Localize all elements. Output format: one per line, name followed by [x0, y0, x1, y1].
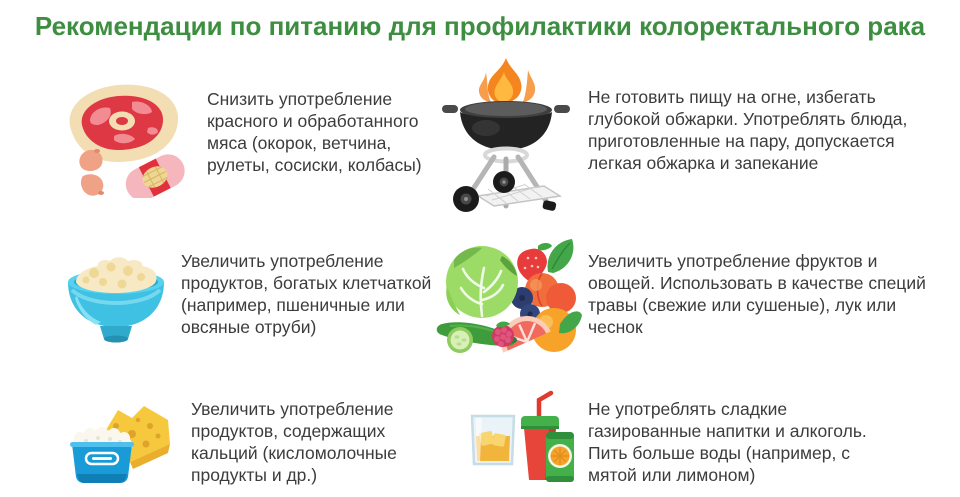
recommendation-text-meat: Снизить употребление красного и обработанного мяса (окорок, ветчина, рулеты, сосиски, колбасы) [207, 89, 422, 175]
recommendation-text-fruits: Увеличить употребление фруктов и овощей. Использовать в качестве специй травы (свежие или сушеные), лук или чеснок [588, 251, 926, 337]
recommendation-text-drinks: Не употреблять сладкие газированные напитки и алкоголь. Пить больше воды (например, с мятой или лимоном) [588, 399, 867, 485]
porridge-bowl-icon [56, 246, 176, 350]
porridge-bowl-icon [56, 246, 176, 350]
grill-icon [440, 56, 572, 214]
recommendation-text-calcium: Увеличить употребление продуктов, содержащих кальций (кисломолочные продукты и др.) [191, 399, 397, 485]
fruits-vegetables-icon [430, 236, 582, 362]
cheese-dairy-icon [60, 386, 182, 490]
grill-icon [440, 56, 572, 214]
page-title: Рекомендации по питанию для профилактики колоректального рака [34, 11, 926, 41]
drinks-icon [466, 386, 576, 490]
recommendation-text-fiber: Увеличить употребление продуктов, богатых клетчаткой (например, пшеничные или овсяные отруби) [181, 251, 432, 337]
meat-icon [58, 78, 186, 198]
recommendation-text-cooking: Не готовить пищу на огне, избегать глубокой обжарки. Употреблять блюда, приготовленные на пару, допускается легкая обжарка и запекание [588, 87, 908, 173]
cheese-dairy-icon [60, 386, 182, 490]
meat-icon [58, 78, 186, 198]
drinks-icon [466, 386, 576, 490]
fruits-vegetables-icon [430, 236, 582, 362]
